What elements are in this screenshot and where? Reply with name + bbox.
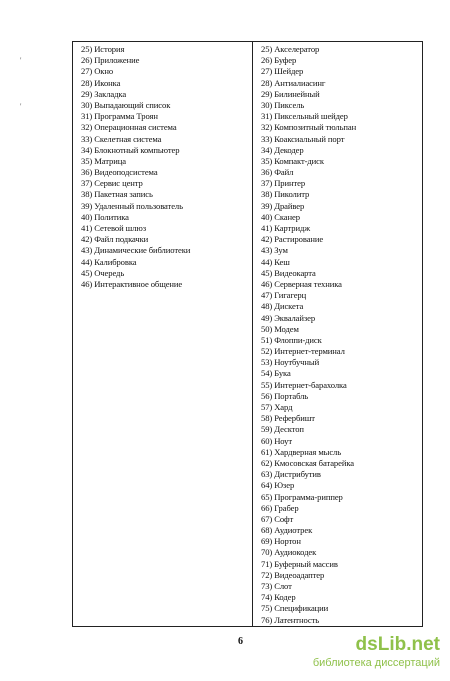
list-item: 37) Принтер [261, 178, 306, 189]
watermark [313, 634, 440, 670]
list-item: 29) Билинейный [261, 88, 320, 99]
list-item: 32) Композитный тюльпан [261, 122, 357, 133]
page-number: 6 [238, 636, 243, 647]
list-item: 44) Калибровка [81, 256, 137, 267]
list-item: 36) Файл [261, 167, 294, 178]
list-item: 52) Интернет-терминал [261, 346, 345, 357]
watermark-logo-tld: net [411, 634, 440, 655]
list-item: 39) Удаленный пользователь [81, 200, 183, 211]
list-item: 38) Пиколитр [261, 189, 310, 200]
watermark-logo-dot: . [406, 634, 412, 655]
list-item: 41) Картридж [261, 223, 311, 233]
margin-mark: ' [20, 56, 22, 65]
list-item: 28) Иконка [81, 77, 121, 88]
list-item: 64) Юзер [261, 480, 295, 491]
margin-mark: ' [20, 102, 22, 111]
list-item: 40) Сканер [261, 211, 300, 222]
list-item: 54) Бука [261, 368, 291, 379]
list-item: 58) Рефербишт [261, 413, 315, 424]
list-item: 56) Портабль [261, 390, 309, 401]
list-item: 70) Аудиокодек [261, 547, 317, 558]
list-item: 40) Политика [81, 211, 129, 222]
list-item: 43) Зум [261, 245, 288, 256]
list-item: 61) Хардверная мысль [261, 446, 342, 457]
list-item: 38) Пакетная запись [81, 189, 153, 200]
list-item: 62) Кмосовская батарейка [261, 457, 354, 468]
list-item: 34) Декодер [261, 144, 304, 155]
list-item: 66) Грабер [261, 502, 299, 513]
list-item: 36) Видеоподсистема [81, 167, 158, 178]
list-item: 42) Файл подкачки [81, 234, 149, 245]
list-item: 26) Приложение [81, 55, 140, 66]
list-item: 30) Пиксель [261, 99, 305, 110]
right-column [253, 42, 423, 627]
list-item: 45) Очередь [81, 267, 125, 278]
list-item: 43) Динамические библиотеки [81, 245, 191, 256]
list-item: 48) Дискета [261, 301, 304, 312]
list-item: 29) Закладка [81, 88, 127, 99]
list-item: 46) Интерактивное общение [81, 278, 183, 289]
list-item: 72) Видеоадаптер [261, 569, 325, 580]
watermark-logo-main: dsLib [355, 634, 407, 655]
list-item: 31) Программа Троян [81, 111, 158, 122]
list-item: 27) Окно [81, 66, 114, 77]
list-item: 55) Интернет-барахолка [261, 379, 347, 390]
list-item: 34) Блокнотный компьютер [81, 144, 180, 155]
list-item: 68) Аудиотрек [261, 525, 313, 536]
list-item: 46) Серверная техника [261, 278, 342, 289]
list-item: 51) Флоппи-диск [261, 334, 322, 345]
watermark-subtitle: библиотека диссертаций [312, 657, 440, 669]
list-item: 47) Гигагерц [261, 290, 307, 301]
list-item: 45) Видеокарта [261, 267, 316, 278]
list-item: 63) Дистрибутив [261, 469, 321, 480]
list-item: 53) Ноутбучный [261, 357, 320, 368]
left-column [73, 42, 253, 627]
list-item: 32) Операционная система [81, 122, 177, 133]
list-item: 44) Кеш [261, 256, 290, 267]
list-item: 59) Десктоп [261, 424, 304, 435]
list-item: 28) Антиалиасинг [261, 77, 326, 88]
list-item: 76) Латентность [261, 614, 320, 625]
list-item: 69) Нортон [261, 536, 301, 547]
list-item: 75) Спецификации [261, 603, 329, 614]
list-item: 67) Софт [261, 513, 294, 524]
list-item: 33) Скелетная система [81, 133, 162, 144]
watermark-logo [313, 634, 440, 656]
list-item: 37) Сервис центр [81, 178, 143, 189]
list-item: 50) Модем [261, 323, 299, 334]
list-item: 26) Буфер [261, 55, 297, 66]
list-item: 49) Эквалайзер [261, 312, 316, 323]
list-item: 35) Компакт-диск [261, 155, 324, 166]
list-item: 39) Драйвер [261, 200, 305, 211]
list-item: 57) Хард [261, 402, 293, 412]
list-item: 60) Ноут [261, 435, 293, 446]
list-item: 41) Сетевой шлюз [81, 223, 146, 233]
list-item: 31) Пиксельный шейдер [261, 111, 348, 122]
list-item: 35) Матрица [81, 155, 126, 166]
list-item: 42) Растирование [261, 234, 324, 245]
list-item: 27) Шейдер [261, 66, 304, 77]
list-item: 25) Акселератор [261, 44, 320, 54]
list-item: 73) Слот [261, 581, 292, 591]
list-item: 74) Кодер [261, 592, 296, 603]
list-item: 65) Программа-риппер [261, 491, 343, 502]
term-list-table [72, 41, 423, 627]
list-item: 25) История [81, 44, 125, 54]
list-item: 33) Коаксиальный порт [261, 133, 345, 144]
list-item: 71) Буферный массив [261, 558, 338, 569]
list-item: 30) Выпадающий список [81, 99, 171, 110]
